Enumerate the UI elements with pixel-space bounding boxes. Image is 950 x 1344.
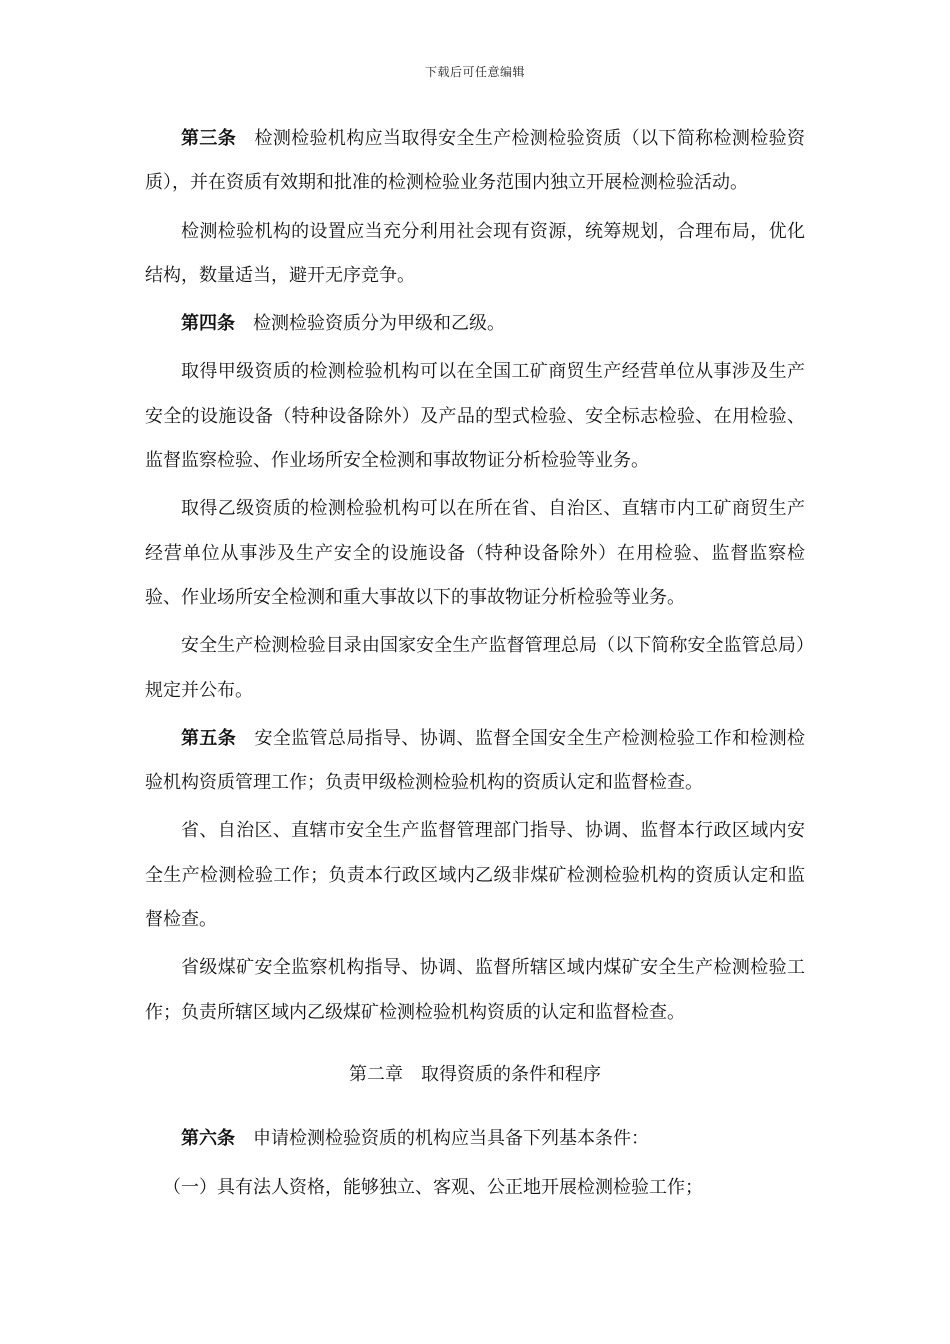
article-text: 检测检验机构应当取得安全生产检测检验资质（以下简称检测检验资质），并在资质有效期和批准的检测检验业务范围内独立开展检测检验活动。 bbox=[145, 128, 805, 194]
article-3 bbox=[145, 117, 805, 206]
article-label: 第三条 bbox=[181, 128, 237, 149]
article-label: 第四条 bbox=[181, 313, 235, 335]
article-6 bbox=[145, 1117, 805, 1161]
paragraph: 取得甲级资质的检测检验机构可以在全国工矿商贸生产经营单位从事涉及生产安全的设施设备（特种设备除外）及产品的型式检验、安全标志检验、在用检验、监督监察检验、作业场所安全检测和事故物证分析检验等业务。 bbox=[145, 361, 805, 472]
paragraph: 省级煤矿安全监察机构指导、协调、监督所辖区域内煤矿安全生产检测检验工作；负责所辖区域内乙级煤矿检测检验机构资质的认定和监督检查。 bbox=[145, 957, 805, 1023]
article-label: 第六条 bbox=[181, 1128, 235, 1150]
article-text: 申请检测检验资质的机构应当具备下列基本条件： bbox=[253, 1128, 649, 1150]
paragraph: 安全生产检测检验目录由国家安全生产监督管理总局（以下简称安全监管总局）规定并公布。 bbox=[145, 635, 805, 701]
chapter-heading: 第二章 取得资质的条件和程序 bbox=[349, 1063, 601, 1085]
article-text: 安全监管总局指导、协调、监督全国安全生产检测检验工作和检测检验机构资质管理工作；负责甲级检测检验机构的资质认定和监督检查。 bbox=[145, 727, 805, 794]
article-label: 第五条 bbox=[181, 727, 237, 749]
article-5 bbox=[145, 717, 805, 806]
article-text: 检测检验资质分为甲级和乙级。 bbox=[253, 313, 505, 335]
article-4 bbox=[145, 302, 805, 346]
paragraph: 省、自治区、直辖市安全生产监督管理部门指导、协调、监督本行政区域内安全生产检测检验工作；负责本行政区域内乙级非煤矿检测检验机构的资质认定和监督检查。 bbox=[145, 820, 805, 931]
paragraph: 取得乙级资质的检测检验机构可以在所在省、自治区、直辖市内工矿商贸生产经营单位从事涉及生产安全的设施设备（特种设备除外）在用检验、监督监察检验、作业场所安全检测和重大事故以下的事故物证分析检验等业务。 bbox=[145, 498, 805, 608]
list-item: （一）具有法人资格，能够独立、客观、公正地开展检测检验工作； bbox=[163, 1176, 703, 1198]
paragraph: 检测检验机构的设置应当充分利用社会现有资源，统筹规划，合理布局，优化结构，数量适当，避开无序竞争。 bbox=[145, 220, 805, 286]
page-header: 下载后可任意编辑 bbox=[424, 65, 525, 79]
document-body bbox=[145, 117, 805, 1210]
